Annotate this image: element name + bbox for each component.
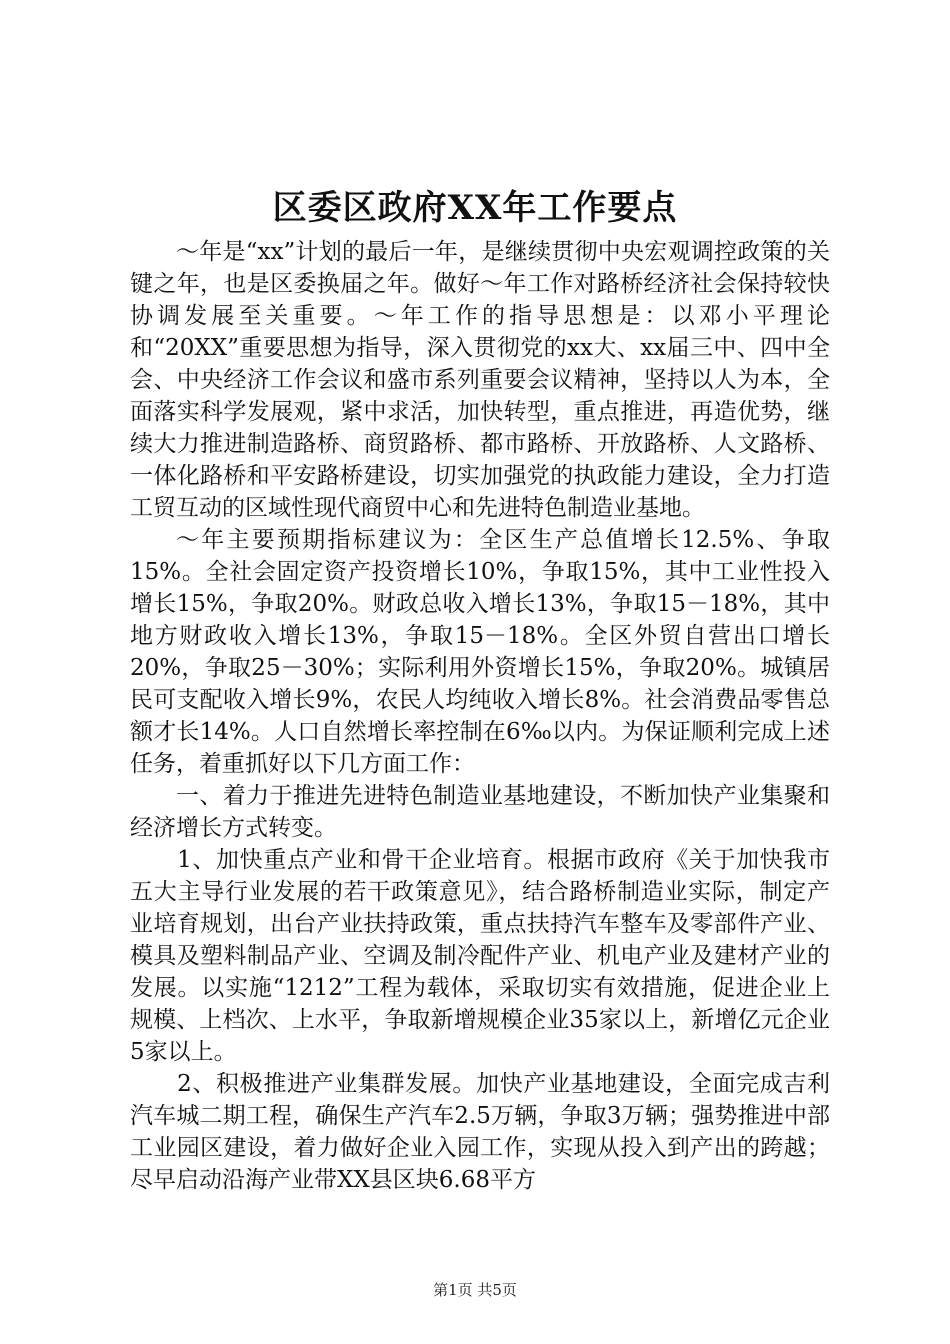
page-footer: 第1页 共5页 <box>433 1281 517 1299</box>
document-title: 区委区政府XX年工作要点 <box>272 188 678 228</box>
paragraph-targets: ～年主要预期指标建议为：全区生产总值增长12.5%、争取15%。全社会固定资产投资增长10%，争取15%，其中工业性投入增长15%，争取20%。财政总收入增长13%，争取15－18%，其中地方财政收入增长13%，争取15－18%。全区外贸自营出口增长20%，争取25－30%；实际利用外资增长15%，争取20%。城镇居民可支配收入增长9%，农民人均纯收入增长8%。社会消费品零售总额才长14%。人口自然增长率控制在6‰以内。为保证顺利完成上述任务，着重抓好以下几方面工作： <box>130 527 830 777</box>
paragraph-item-2: 2、积极推进产业集群发展。加快产业基地建设，全面完成吉利汽车城二期工程，确保生产汽车2.5万辆，争取3万辆；强势推进中部工业园区建设，着力做好企业入园工作，实现从投入到产出的跨越；尽早启动沿海产业带XX县区块6.68平方 <box>130 1071 830 1193</box>
section-heading-1: 一、着力于推进先进特色制造业基地建设，不断加快产业集聚和经济增长方式转变。 <box>130 783 830 841</box>
paragraph-intro: ～年是“xx”计划的最后一年，是继续贯彻中央宏观调控政策的关键之年，也是区委换届之年。做好～年工作对路桥经济社会保持较快协调发展至关重要。～年工作的指导思想是：以邓小平理论和“20XX”重要思想为指导，深入贯彻党的xx大、xx届三中、四中全会、中央经济工作会议和盛市系列重要会议精神，坚持以人为本，全面落实科学发展观，紧中求活，加快转型，重点推进，再造优势，继续大力推进制造路桥、商贸路桥、都市路桥、开放路桥、人文路桥、一体化路桥和平安路桥建设，切实加强党的执政能力建设，全力打造工贸互动的区域性现代商贸中心和先进特色制造业基地。 <box>130 239 830 521</box>
paragraph-item-1: 1、加快重点产业和骨干企业培育。根据市政府《关于加快我市五大主导行业发展的若干政策意见》，结合路桥制造业实际，制定产业培育规划，出台产业扶持政策，重点扶持汽车整车及零部件产业、模具及塑料制品产业、空调及制冷配件产业、机电产业及建材产业的发展。以实施“1212”工程为载体，采取切实有效措施，促进企业上规模、上档次、上水平，争取新增规模企业35家以上，新增亿元企业5家以上。 <box>130 847 830 1065</box>
document-body <box>130 236 830 1196</box>
